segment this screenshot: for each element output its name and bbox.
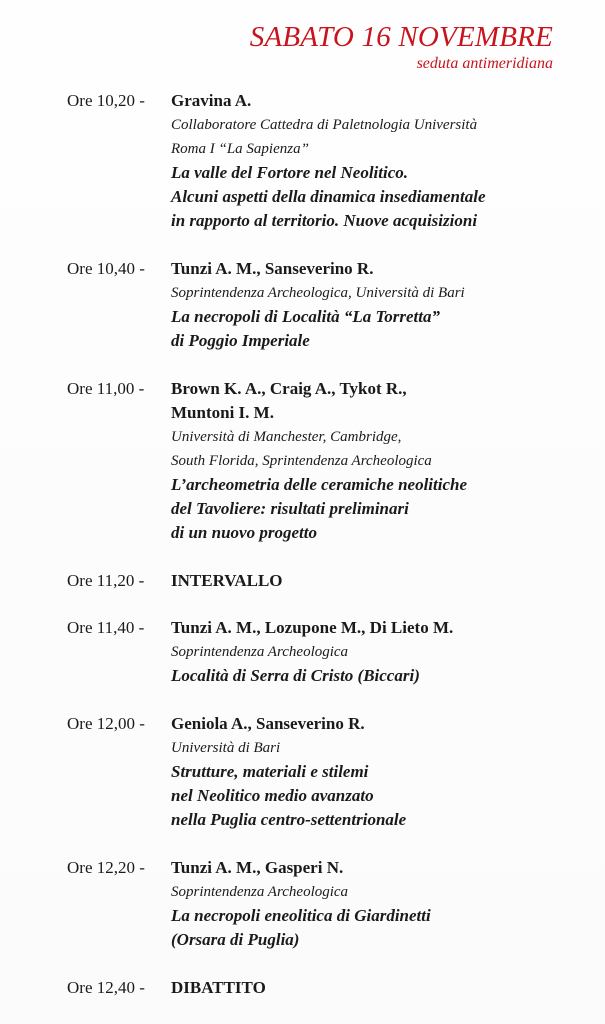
entry-body bbox=[171, 569, 591, 593]
entry-authors: INTERVALLO bbox=[171, 571, 283, 590]
entry-talk-title: Alcuni aspetti della dinamica insediamentale bbox=[171, 187, 486, 206]
entry-affiliation: Università di Manchester, Cambridge, bbox=[171, 429, 402, 445]
entry-affiliation: South Florida, Sprintendenza Archeologica bbox=[171, 453, 432, 469]
entry-body bbox=[171, 89, 591, 233]
schedule-entry bbox=[0, 89, 605, 233]
schedule-entry bbox=[0, 856, 605, 952]
entry-authors: Tunzi A. M., Lozupone M., Di Lieto M. bbox=[171, 618, 454, 637]
entry-talk-title: La necropoli eneolitica di Giardinetti bbox=[171, 906, 431, 925]
entry-talk-title: La necropoli di Località “La Torretta” bbox=[171, 307, 440, 326]
entry-talk-title: di Poggio Imperiale bbox=[171, 331, 310, 350]
entry-time: Ore 11,00 - bbox=[67, 379, 145, 398]
entry-authors: Brown K. A., Craig A., Tykot R., bbox=[171, 379, 407, 398]
schedule-entry bbox=[0, 569, 605, 593]
entry-time: Ore 10,40 - bbox=[67, 259, 145, 278]
entry-talk-title: di un nuovo progetto bbox=[171, 523, 317, 542]
entry-talk-title: nella Puglia centro-settentrionale bbox=[171, 810, 407, 829]
entry-affiliation: Soprintendenza Archeologica bbox=[171, 644, 349, 660]
entry-authors: Geniola A., Sanseverino R. bbox=[171, 714, 365, 733]
entry-time: Ore 12,00 - bbox=[67, 714, 145, 733]
entry-talk-title: La valle del Fortore nel Neolitico. bbox=[171, 163, 409, 182]
entry-body bbox=[171, 616, 591, 688]
entry-talk-title: L’archeometria delle ceramiche neolitiche bbox=[171, 475, 468, 494]
entry-authors: Tunzi A. M., Gasperi N. bbox=[171, 858, 344, 877]
entry-time: Ore 12,20 - bbox=[67, 858, 145, 877]
entry-talk-title: nel Neolitico medio avanzato bbox=[171, 786, 374, 805]
entry-talk-title: Località di Serra di Cristo (Biccari) bbox=[171, 666, 420, 685]
entry-body bbox=[171, 976, 591, 1000]
entry-time: Ore 12,40 - bbox=[67, 978, 145, 997]
entry-talk-title: Strutture, materiali e stilemi bbox=[171, 762, 369, 781]
entry-body bbox=[171, 712, 591, 832]
page-header bbox=[250, 20, 553, 74]
schedule-list bbox=[0, 89, 605, 1023]
entry-affiliation: Soprintendenza Archeologica, Università di Bari bbox=[171, 285, 465, 301]
schedule-entry bbox=[0, 616, 605, 688]
entry-authors: Gravina A. bbox=[171, 91, 252, 110]
entry-authors: Tunzi A. M., Sanseverino R. bbox=[171, 259, 374, 278]
entry-time: Ore 10,20 - bbox=[67, 91, 145, 110]
entry-body bbox=[171, 257, 591, 353]
entry-affiliation: Soprintendenza Archeologica bbox=[171, 884, 349, 900]
entry-affiliation: Roma I “La Sapienza” bbox=[171, 141, 309, 157]
entry-talk-title: in rapporto al territorio. Nuove acquisizioni bbox=[171, 211, 478, 230]
entry-affiliation: Collaboratore Cattedra di Paletnologia Università bbox=[171, 117, 478, 133]
schedule-entry bbox=[0, 377, 605, 545]
entry-affiliation: Università di Bari bbox=[171, 740, 281, 756]
schedule-entry bbox=[0, 976, 605, 1000]
entry-authors: Muntoni I. M. bbox=[171, 403, 274, 422]
day-title: SABATO 16 NOVEMBRE bbox=[249, 21, 553, 53]
entry-body bbox=[171, 377, 591, 545]
schedule-entry bbox=[0, 257, 605, 353]
schedule-entry bbox=[0, 712, 605, 832]
entry-talk-title: del Tavoliere: risultati preliminari bbox=[171, 499, 409, 518]
entry-time: Ore 11,20 - bbox=[67, 571, 145, 590]
entry-talk-title: (Orsara di Puglia) bbox=[171, 930, 300, 949]
entry-authors: DIBATTITO bbox=[171, 978, 266, 997]
session-subtitle: seduta antimeridiana bbox=[416, 55, 553, 72]
entry-time: Ore 11,40 - bbox=[67, 618, 145, 637]
entry-body bbox=[171, 856, 591, 952]
